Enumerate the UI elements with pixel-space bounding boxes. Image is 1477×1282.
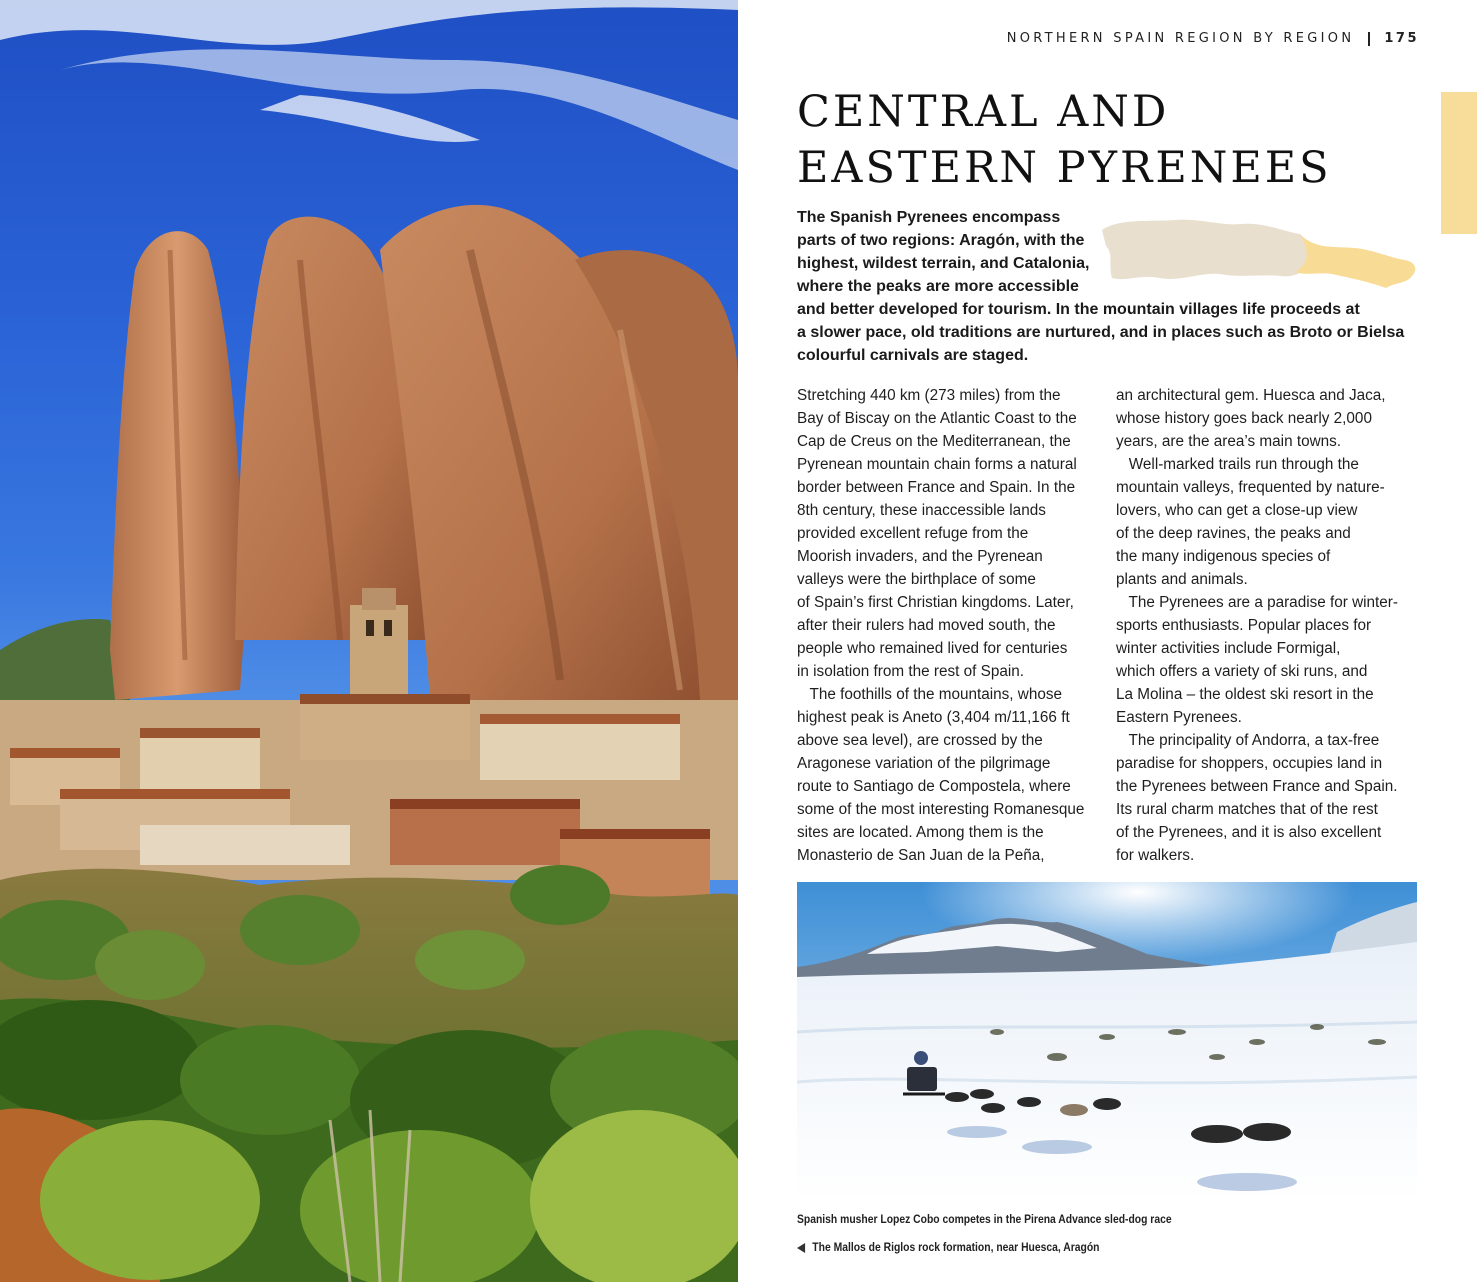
- body-line: Bay of Biscay on the Atlantic Coast to the: [797, 410, 1077, 427]
- body-line: people who remained lived for centuries: [797, 640, 1068, 657]
- body-line: after their rulers had moved south, the: [797, 617, 1056, 634]
- body-line: of the Pyrenees, and it is also excellent: [1116, 824, 1382, 841]
- sled-dog-race-photo: [797, 882, 1417, 1203]
- running-head-section: NORTHERN SPAIN REGION BY REGION: [1006, 31, 1355, 46]
- body-line: an architectural gem. Huesca and Jaca,: [1116, 387, 1386, 404]
- body-column-1: [797, 384, 1097, 867]
- left-arrow-icon: [797, 1243, 805, 1253]
- body-line: paradise for shoppers, occupies land in: [1116, 755, 1383, 772]
- body-line: of the deep ravines, the peaks and: [1116, 525, 1351, 542]
- body-line: Stretching 440 km (273 miles) from the: [797, 387, 1061, 404]
- body-line: La Molina – the oldest ski resort in the: [1116, 686, 1374, 703]
- intro-line: highest, wildest terrain, and Catalonia,: [797, 255, 1090, 272]
- intro-line: a slower pace, old traditions are nurtured, and in places such as Broto or Bielsa: [797, 324, 1405, 341]
- intro-paragraph: [797, 206, 1405, 367]
- left-photo-caption: [797, 1242, 1099, 1254]
- body-line: mountain valleys, frequented by nature-: [1116, 479, 1385, 496]
- snow-photo-caption: Spanish musher Lopez Cobo competes in the Pirena Advance sled-dog race: [797, 1214, 1172, 1226]
- body-line: plants and animals.: [1116, 571, 1248, 588]
- body-line: in isolation from the rest of Spain.: [797, 663, 1025, 680]
- page-title: [797, 84, 1332, 196]
- body-line: sports enthusiasts. Popular places for: [1116, 617, 1372, 634]
- running-head-divider: [1368, 32, 1370, 46]
- body-line: Cap de Creus on the Mediterranean, the: [797, 433, 1071, 450]
- body-line: sites are located. Among them is the: [797, 824, 1044, 841]
- body-line: lovers, who can get a close-up view: [1116, 502, 1358, 519]
- body-line: Well-marked trails run through the: [1116, 456, 1359, 473]
- body-line: which offers a variety of ski runs, and: [1116, 663, 1368, 680]
- body-line: 8th century, these inaccessible lands: [797, 502, 1046, 519]
- body-line: valleys were the birthplace of some: [797, 571, 1036, 588]
- body-column-2: [1116, 384, 1416, 867]
- body-line: of Spain’s first Christian kingdoms. Later,: [797, 594, 1074, 611]
- body-line: for walkers.: [1116, 847, 1195, 864]
- body-line: winter activities include Formigal,: [1116, 640, 1341, 657]
- body-line: Aragonese variation of the pilgrimage: [797, 755, 1051, 772]
- intro-line: The Spanish Pyrenees encompass: [797, 209, 1061, 226]
- left-photo-caption-text: The Mallos de Riglos rock formation, near Huesca, Aragón: [812, 1242, 1100, 1254]
- title-line-1: CENTRAL AND: [797, 87, 1170, 137]
- title-line-2: EASTERN PYRENEES: [797, 143, 1332, 193]
- body-line: the Pyrenees between France and Spain.: [1116, 778, 1398, 795]
- body-line: Monasterio de San Juan de la Peña,: [797, 847, 1045, 864]
- body-line: The principality of Andorra, a tax-free: [1116, 732, 1380, 749]
- running-head: [1007, 31, 1419, 46]
- body-line: provided excellent refuge from the: [797, 525, 1029, 542]
- mallos-de-riglos-photo: [0, 0, 738, 1282]
- body-line: Its rural charm matches that of the rest: [1116, 801, 1378, 818]
- body-line: highest peak is Aneto (3,404 m/11,166 ft: [797, 709, 1070, 726]
- body-line: border between France and Spain. In the: [797, 479, 1076, 496]
- body-line: Moorish invaders, and the Pyrenean: [797, 548, 1043, 565]
- intro-line: where the peaks are more accessible: [797, 278, 1079, 295]
- body-line: years, are the area’s main towns.: [1116, 433, 1342, 450]
- body-line: Eastern Pyrenees.: [1116, 709, 1242, 726]
- body-line: whose history goes back nearly 2,000: [1116, 410, 1372, 427]
- body-line: The Pyrenees are a paradise for winter-: [1116, 594, 1398, 611]
- body-line: some of the most interesting Romanesque: [797, 801, 1085, 818]
- intro-line: and better developed for tourism. In the mountain villages life proceeds at: [797, 301, 1360, 318]
- body-line: above sea level), are crossed by the: [797, 732, 1043, 749]
- body-line: The foothills of the mountains, whose: [797, 686, 1063, 703]
- intro-line: parts of two regions: Aragón, with the: [797, 232, 1085, 249]
- intro-line: colourful carnivals are staged.: [797, 347, 1029, 364]
- body-line: the many indigenous species of: [1116, 548, 1331, 565]
- page-number: 175: [1384, 31, 1419, 46]
- section-color-tab: [1441, 92, 1477, 234]
- body-line: Pyrenean mountain chain forms a natural: [797, 456, 1077, 473]
- body-line: route to Santiago de Compostela, where: [797, 778, 1071, 795]
